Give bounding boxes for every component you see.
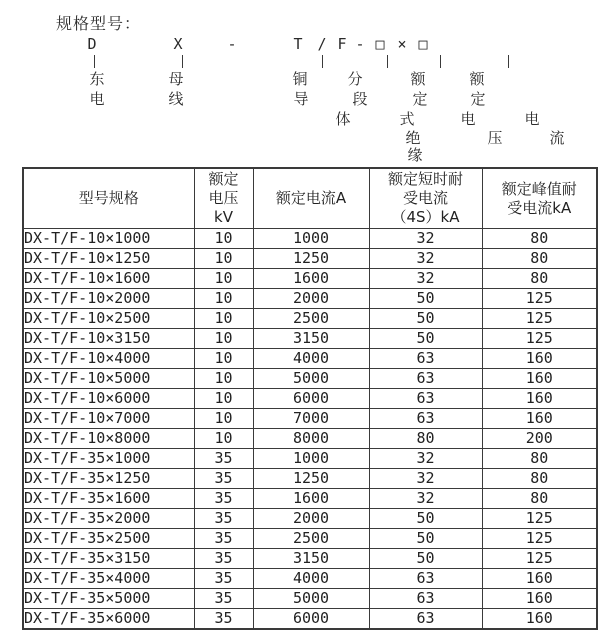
value-cell: 80 — [482, 449, 597, 469]
value-cell: 1250 — [253, 249, 369, 269]
legend-char: 线 — [168, 90, 184, 108]
value-cell: 160 — [482, 589, 597, 609]
code-letter-t: T — [293, 35, 303, 53]
table-row — [23, 289, 597, 309]
value-cell: 80 — [369, 429, 482, 449]
model-cell: DX-T/F-35×2500 — [23, 529, 194, 549]
value-cell: 80 — [482, 269, 597, 289]
table-row — [23, 609, 597, 630]
value-cell: 160 — [482, 349, 597, 369]
value-cell: 10 — [194, 369, 253, 389]
legend-char: 压 — [487, 129, 503, 147]
value-cell: 125 — [482, 289, 597, 309]
column-header-rated-voltage — [194, 168, 253, 229]
value-cell: 35 — [194, 569, 253, 589]
header-line: 额定峰值耐 — [501, 179, 577, 198]
legend-char: 导 — [293, 90, 309, 108]
table-row — [23, 229, 597, 249]
value-cell: 8000 — [253, 429, 369, 449]
legend-char: 电 — [460, 110, 476, 128]
header-line: kV — [214, 208, 233, 226]
connector-line — [322, 55, 323, 68]
connector-line — [508, 55, 509, 68]
table-row — [23, 549, 597, 569]
value-cell: 32 — [369, 489, 482, 509]
legend-char: 缘 — [407, 146, 423, 164]
value-cell: 1000 — [253, 449, 369, 469]
value-cell: 50 — [369, 529, 482, 549]
value-cell: 35 — [194, 509, 253, 529]
value-cell: 10 — [194, 289, 253, 309]
value-cell: 35 — [194, 529, 253, 549]
value-cell: 35 — [194, 449, 253, 469]
model-cell: DX-T/F-10×6000 — [23, 389, 194, 409]
spec-table — [22, 167, 598, 630]
value-cell: 32 — [369, 229, 482, 249]
value-cell: 35 — [194, 489, 253, 509]
header-line: 型号规格 — [78, 189, 139, 207]
value-cell: 32 — [369, 449, 482, 469]
model-cell: DX-T/F-10×4000 — [23, 349, 194, 369]
model-cell: DX-T/F-35×1250 — [23, 469, 194, 489]
value-cell: 160 — [482, 569, 597, 589]
value-cell: 2500 — [253, 309, 369, 329]
table-row — [23, 489, 597, 509]
table-row — [23, 309, 597, 329]
value-cell: 50 — [369, 549, 482, 569]
header-line: （4S）kA — [391, 208, 460, 226]
table-row — [23, 449, 597, 469]
connector-line — [182, 55, 183, 68]
value-cell: 63 — [369, 589, 482, 609]
column-header-rated-current — [253, 168, 369, 229]
value-cell: 1000 — [253, 229, 369, 249]
header-line: 受电流 — [402, 189, 448, 207]
value-cell: 160 — [482, 609, 597, 630]
placeholder-box: □ — [375, 35, 385, 53]
column-header-peak-withstand-current — [482, 168, 597, 229]
model-cell: DX-T/F-10×7000 — [23, 409, 194, 429]
spec-table-body — [23, 229, 597, 630]
table-row — [23, 369, 597, 389]
model-cell: DX-T/F-10×5000 — [23, 369, 194, 389]
code-dash: - — [227, 35, 237, 53]
value-cell: 3150 — [253, 329, 369, 349]
value-cell: 2500 — [253, 529, 369, 549]
header-line: 电压 — [208, 189, 239, 207]
value-cell: 50 — [369, 309, 482, 329]
legend-char: 段 — [352, 90, 368, 108]
value-cell: 63 — [369, 609, 482, 630]
model-cell: DX-T/F-10×1250 — [23, 249, 194, 269]
value-cell: 10 — [194, 389, 253, 409]
table-row — [23, 349, 597, 369]
legend-char: 定 — [470, 90, 486, 108]
value-cell: 1250 — [253, 469, 369, 489]
model-cell: DX-T/F-10×1600 — [23, 269, 194, 289]
model-cell: DX-T/F-35×6000 — [23, 609, 194, 630]
model-cell: DX-T/F-35×1600 — [23, 489, 194, 509]
model-cell: DX-T/F-10×8000 — [23, 429, 194, 449]
model-cell: DX-T/F-10×1000 — [23, 229, 194, 249]
table-row — [23, 249, 597, 269]
table-row — [23, 409, 597, 429]
model-cell: DX-T/F-10×3150 — [23, 329, 194, 349]
legend-char: 体 — [335, 110, 351, 128]
value-cell: 10 — [194, 349, 253, 369]
legend-char: 铜 — [292, 70, 308, 88]
value-cell: 32 — [369, 269, 482, 289]
model-cell: DX-T/F-35×4000 — [23, 569, 194, 589]
model-cell: DX-T/F-35×2000 — [23, 509, 194, 529]
value-cell: 63 — [369, 409, 482, 429]
value-cell: 125 — [482, 309, 597, 329]
value-cell: 5000 — [253, 589, 369, 609]
value-cell: 35 — [194, 469, 253, 489]
value-cell: 7000 — [253, 409, 369, 429]
table-header-row — [23, 168, 597, 229]
value-cell: 63 — [369, 349, 482, 369]
placeholder-box: □ — [418, 35, 428, 53]
value-cell: 3150 — [253, 549, 369, 569]
table-row — [23, 389, 597, 409]
legend-char: 绝 — [405, 129, 421, 147]
table-row — [23, 529, 597, 549]
value-cell: 160 — [482, 409, 597, 429]
connector-line — [440, 55, 441, 68]
legend-char: 定 — [412, 90, 428, 108]
value-cell: 63 — [369, 569, 482, 589]
code-letter-d: D — [87, 35, 97, 53]
value-cell: 50 — [369, 509, 482, 529]
code-dash: - — [355, 35, 365, 53]
value-cell: 160 — [482, 369, 597, 389]
value-cell: 35 — [194, 549, 253, 569]
connector-line — [94, 55, 95, 68]
legend-char: 东 — [89, 70, 105, 88]
legend-char: 电 — [89, 90, 105, 108]
column-header-model — [23, 168, 194, 229]
table-row — [23, 569, 597, 589]
model-cell: DX-T/F-10×2000 — [23, 289, 194, 309]
model-cell: DX-T/F-10×2500 — [23, 309, 194, 329]
legend-char: 式 — [399, 110, 415, 128]
value-cell: 2000 — [253, 289, 369, 309]
value-cell: 35 — [194, 609, 253, 630]
legend-char: 额 — [410, 70, 426, 88]
value-cell: 10 — [194, 269, 253, 289]
value-cell: 10 — [194, 309, 253, 329]
legend-char: 分 — [347, 70, 363, 88]
legend-char: 电 — [524, 110, 540, 128]
value-cell: 4000 — [253, 569, 369, 589]
code-letter-x: X — [173, 35, 183, 53]
table-row — [23, 589, 597, 609]
value-cell: 125 — [482, 529, 597, 549]
legend-char: 流 — [549, 129, 565, 147]
value-cell: 80 — [482, 489, 597, 509]
value-cell: 125 — [482, 509, 597, 529]
value-cell: 2000 — [253, 509, 369, 529]
value-cell: 1600 — [253, 489, 369, 509]
table-row — [23, 509, 597, 529]
table-row — [23, 469, 597, 489]
value-cell: 1600 — [253, 269, 369, 289]
value-cell: 10 — [194, 329, 253, 349]
header-line: 额定 — [208, 170, 239, 188]
value-cell: 63 — [369, 389, 482, 409]
legend-char: 额 — [469, 70, 485, 88]
value-cell: 63 — [369, 369, 482, 389]
value-cell: 50 — [369, 289, 482, 309]
value-cell: 32 — [369, 469, 482, 489]
value-cell: 32 — [369, 249, 482, 269]
value-cell: 10 — [194, 229, 253, 249]
value-cell: 10 — [194, 409, 253, 429]
legend-char: 母 — [168, 70, 184, 88]
section-heading: 规格型号： — [56, 14, 142, 33]
value-cell: 80 — [482, 229, 597, 249]
table-row — [23, 429, 597, 449]
code-letter-f: F — [337, 35, 347, 53]
header-line: 额定电流A — [275, 189, 347, 207]
value-cell: 200 — [482, 429, 597, 449]
value-cell: 125 — [482, 329, 597, 349]
value-cell: 80 — [482, 249, 597, 269]
model-cell: DX-T/F-35×1000 — [23, 449, 194, 469]
model-cell: DX-T/F-35×3150 — [23, 549, 194, 569]
value-cell: 50 — [369, 329, 482, 349]
value-cell: 5000 — [253, 369, 369, 389]
model-cell: DX-T/F-35×5000 — [23, 589, 194, 609]
value-cell: 4000 — [253, 349, 369, 369]
value-cell: 125 — [482, 549, 597, 569]
table-row — [23, 329, 597, 349]
value-cell: 35 — [194, 589, 253, 609]
value-cell: 80 — [482, 469, 597, 489]
code-slash: / — [317, 35, 327, 53]
table-row — [23, 269, 597, 289]
column-header-short-time-withstand-current — [369, 168, 482, 229]
value-cell: 10 — [194, 429, 253, 449]
header-line: 受电流kA — [507, 198, 572, 217]
model-code-diagram — [0, 0, 605, 167]
connector-line — [387, 55, 388, 68]
header-line: 额定短时耐 — [387, 170, 463, 188]
code-multiply-sign: × — [397, 35, 407, 53]
value-cell: 6000 — [253, 389, 369, 409]
value-cell: 6000 — [253, 609, 369, 630]
value-cell: 160 — [482, 389, 597, 409]
value-cell: 10 — [194, 249, 253, 269]
